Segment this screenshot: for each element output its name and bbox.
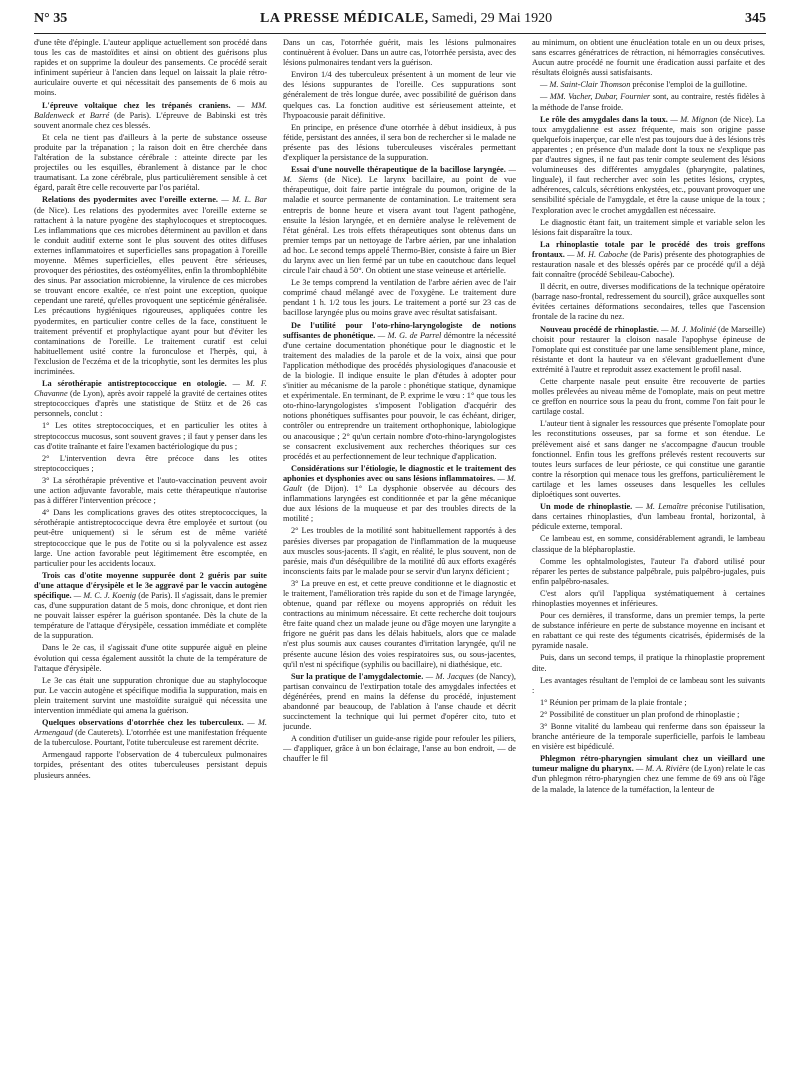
article-title: Relations des pyodermites avec l'oreille externe.	[42, 195, 222, 205]
article-title: De l'utilité pour l'oto-rhino-laryngologiste de notions suffisantes de phonétique.	[283, 320, 516, 340]
header-rule	[34, 33, 766, 34]
paragraph: Pour ces dernières, il transforme, dans un premier temps, la perte de substance inférieure en perte de substance moyenne en incisant et en rabattant ce qui reste des téguments cicatrisés, épidermisés de la pyramide nasale.	[532, 611, 765, 651]
paragraph: Le 3e temps comprend la ventilation de l'arbre aérien avec de l'air comprimé chaud mélangé avec de l'oxygène. Le traitement dure pendant 1 h. 1/2 tous les jours. Le traitement a porté sur 23 cas de bacillose laryngée plus ou moins grave avec résultat satisfaisant.	[283, 278, 516, 318]
page-number: 345	[744, 11, 766, 26]
article-title: Considérations sur l'étiologie, le diagnostic et le traitement des aphonies et dysphonies avec ou sans lésions inflammatoires.	[283, 463, 516, 483]
article-author: — M. Jacques	[425, 671, 474, 681]
text-columns	[34, 38, 766, 1078]
article-text: (de Cauterets). L'otorrhée est une manifestation fréquente de la tuberculose. Pourtant, l'otite tuberculeuse est rarement décrite.	[34, 728, 267, 748]
paragraph: Le diagnostic étant fait, un traitement simple et variable selon les lésions fait disparaître la toux.	[532, 217, 765, 237]
column-middle	[283, 38, 516, 1078]
article-text: (de Nice). Les relations des pyodermites avec l'oreille externe se rattachent à la nature pyogène des staphylocoques et streptocoques. Les inflammations que ces microbes déterminent au pavillon et dans le conduit auditif externe sont le plus souvent des otites diffuses externes inflammatoires et superficielles sans propagation à l'oreille moyenne. Mêmes superficielles, elles peuvent être sérieuses, provoquer des périostites, des ostéomyélites, enfin la thrombophlébite des sinus. Par association microbienne, la virulence de ces microbes se trouvant encore exaltée, ce n'est point une exception, quoique cependant une rareté, qu'elles provoquent une septicémie généralisée. Les précautions hygiéniques rigoureuses, appliquées contre les pyodermites, en particulier contre celles de la face, constituent le traitement préventif et prophylactique ayant pour but d'éviter les contaminations de l'oreille. Le traitement curatif est celui habituellement usité contre la furonculose et l'herpès, qui, à l'exclusion de l'eczéma et de la tricophytie, sont les dermites les plus incriminées.	[34, 205, 267, 376]
paragraph: Dans le 2e cas, il s'agissait d'une otite suppurée aiguë en pleine évolution qui cessa également aussitôt la chute de la température de l'attaque d'érysipèle.	[34, 643, 267, 673]
article-author: — M. J. Molinié	[661, 324, 716, 334]
article-text: (de Lyon), après avoir rappelé la gravité de certaines otites streptococciques d'après une statistique de Stütz et de 26 cas personnels, conclut :	[34, 389, 267, 419]
paragraph: d'une tête d'épingle. L'auteur applique actuellement son procédé dans tous les cas de mastoïdites et ainsi on obtient des guérisons plus rapides et on supprime la douleur des pansements. Ce procédé serait infiniment supérieur à l'ancien dans lequel on laissait la plaie rétro-auriculaire ouverte et qui nécessitait des pansements de 6 mois au moins.	[34, 38, 267, 98]
article-title: La rhinoplastie totale par le procédé des trois greffons frontaux.	[532, 239, 765, 259]
paragraph: Cette charpente nasale peut ensuite être recouverte de parties molles prélevées au niveau même de l'omoplate, mais on peut mettre ce greffon en nourrice sous la peau du front, comme l'on fait pour le cartilage costal.	[532, 377, 765, 417]
journal-name: LA PRESSE MÉDICALE	[260, 11, 425, 26]
paragraph: 2° Les troubles de la motilité sont habituellement rapportés à des parésies diverses par propagation de l'inflammation de la muqueuse aux muscles sous-jacents. Il s'agit, en réalité, le plus souvent, non de parésie, mais d'un déséquilibre de la motilité dû aux efforts exagérés inconscients faits par le malade pour se servir d'un larynx déficient ;	[283, 526, 516, 576]
paragraph: 4° Dans les complications graves des otites streptococciques, la sérothérapie antistreptococcique devra être employée et surtout (ou peut-être uniquement) si le sérum est de même variété streptococcique que le pus de l'otite ou si la polyvalence est assez large. Une action favorable peut légitimement être escomptée, en particulier pour les accidents locaux.	[34, 508, 267, 568]
article-entry	[283, 672, 516, 733]
paragraph: Les avantages résultant de l'emploi de ce lambeau sont les suivants :	[532, 675, 765, 695]
article-author: — M. A. Rivière	[635, 764, 690, 774]
article-entry	[34, 718, 267, 748]
paragraph: En principe, en présence d'une otorrhée à début insidieux, à pus fétide, persistant des années, il sera bon de rechercher si le malade ne présente pas des lésions tuberculeuses viscérales permettant d'expliquer la persistance de la suppuration.	[283, 122, 516, 163]
article-text: (de Paris). L'épreuve de Babinski est très souvent anormale chez ces blessés.	[34, 110, 267, 130]
paragraph: Et cela ne tient pas d'ailleurs à la perte de substance osseuse produite par la trépanation ; la raison doit en être cherchée dans l'altération de la substance cérébrale : atteinte directe par les projectiles ou les esquilles, ébranlement à distance par le choc traumatisant. La zone cérébrale, plus particulièrement sensible à cet égard, paraît être celle recouverte par l'os pariétal.	[34, 132, 267, 193]
paragraph: 2° L'intervention devra être précoce dans les otites streptococciques ;	[34, 453, 267, 473]
article-text: (de Nice). Le larynx bacillaire, au point de vue thérapeutique, doit faire partie intégrale du poumon, origine de la maladie et source permanente de contamination. Le traitement sera entrepris de bonne heure et visera avant tout l'agent pathogène, ensuite la lésion laryngée, et en dernière analyse le relèvement de l'état général. Les trois effets thérapeutiques sont obtenus dans un premier temps par un nettoyage de l'arbre aérien, par une inhalation ad hoc. Le second temps appelé Thermo-Bier, consiste à faire un Bier du larynx avec un lien fermé par un tube en caoutchouc dans lequel circule l'air chaud à 50°. On obtient une stase veineuse et artérielle.	[283, 175, 516, 276]
article-entry	[532, 325, 765, 375]
running-header	[34, 8, 766, 30]
article-entry	[283, 464, 516, 525]
article-text: (de Paris). Il s'agissait, dans le premier cas, d'une suppuration datant de 5 mois, donc chronique, et dont rien ne pouvait laisser espérer la guérison spontanée. Dès la chute de la température de l'attaque d'érysipèle, cessation immédiate et complète de la suppuration.	[34, 590, 267, 641]
paragraph: L'auteur tient à signaler les ressources que présente l'omoplate pour les reconstitutions osseuses, par sa forme et son étendue. Le prélèvement aisé et sans danger ne s'accompagne d'aucun trouble fonctionnel. Enfin tous les greffons prélevés restent recouverts sur toutes leurs surfaces de leur périoste, ce qui constitue une garantie contre la résorption qui menace tous les greffons, particulièrement le cartilage et les lames osseuses dans lesquelles les cellules diploétiques sont ouvertes.	[532, 419, 765, 500]
article-author: — M. H. Caboche	[567, 249, 628, 259]
paragraph: au minimum, on obtient une énucléation totale en un ou deux prises, sans escarres génératrices de rétraction, ni hémorragies consécutives. Aucun autre procédé ne fournit une éradication aussi parfaite et des résultats éloignés aussi satisfaisants.	[532, 38, 765, 78]
article-author: — M. Lemaître	[635, 502, 688, 512]
paragraph: Le 3e cas était une suppuration chronique due au staphylocoque pur. Le vaccin autogène et spécifique modifia la suppuration, mais en plein traitement survint une mastoïdite suraiguë qui nécessita une intervention immédiate qui amena la guérison.	[34, 675, 267, 715]
paragraph: Puis, dans un second temps, il pratique la rhinoplastie proprement dite.	[532, 653, 765, 673]
article-title: Essai d'une nouvelle thérapeutique de la bacillose laryngée.	[291, 165, 509, 175]
article-title: L'épreuve voltaïque chez les trépanés craniens.	[42, 100, 238, 110]
article-entry	[532, 80, 765, 90]
journal-title: LA PRESSE MÉDICALE, Samedi, 29 Mai 1920	[260, 11, 553, 26]
article-text: préconise l'utilisation, dans certaines rhinoplasties, d'un lambeau frontal, horizontal, à pédicule externe, temporal.	[532, 502, 765, 532]
article-text: sont, au contraire, restés fidèles à la méthode de l'anse froide.	[532, 92, 765, 112]
issue-number: N° 35	[34, 11, 68, 26]
article-text: préconise l'emploi de la guillotine.	[630, 80, 748, 90]
article-title: Sur la pratique de l'amygdalectomie.	[291, 671, 426, 681]
article-text: (de Marseille) choisit pour restaurer la cloison nasale l'apophyse épineuse de l'omoplate qui est constituée par une lame sensiblement plane, mince, résistante et dont la hauteur va en s'élevant graduellement d'une extrémité à l'autre et reproduit assez exactement le profil nasal.	[532, 324, 765, 374]
article-entry	[283, 165, 516, 276]
article-title: Quelques observations d'otorrhée chez les tuberculeux.	[42, 718, 248, 728]
article-entry	[532, 115, 765, 216]
article-author: — M. Armengaud	[34, 718, 267, 738]
article-text: démontre la nécessité d'une certaine documentation phonétique pour le diagnostic et le traitement des maladies de la parole et de la voix, ainsi que pour l'application méthodique des procédés physiologiques d'anacousie et de la biologie. Il indique ensuite le plan d'études à adopter pour s'initier au mécanisme de la parole : phonétique statique, dynamique et expérimentale. En terminant, de P. exprime le vœu : 1° que tous les oto-rhino-laryngologistes s'imposent l'obligation d'acquérir des notions phonétiques suffisantes pour pouvoir, le cas échéant, diriger, contrôler ou entreprendre un traitement orthophonique, labiologique ou anacousique ; 2° qu'un certain nombre d'oto-rhino-laryngologistes se consacrent exclusivement aux recherches théoriques sur ces procédés et au perfectionnement de leur technique d'application.	[283, 330, 516, 461]
article-author: — M. F. Chavanne	[34, 379, 267, 399]
article-text: (de Lyon) relate le cas d'un phlegmon rétro-pharyngien chez une femme de 69 ans où l'âge de la malade, la latence de la tuméfaction, la lenteur de	[532, 764, 765, 794]
paragraph: Armengaud rapporte l'observation de 4 tuberculeux pulmonaires torpides, présentant des otites tuberculeuses persistant depuis plusieurs années.	[34, 750, 267, 780]
article-author: — MM. Baldenweck et Barré	[34, 100, 267, 120]
paragraph: Environ 1/4 des tuberculeux présentent à un moment de leur vie des lésions suppurantes de l'oreille. Ces suppurations sont généralement de très longue durée, avec possibilité de guérison dans quelques cas. La fonction auditive est sérieusement atteinte, et l'hypoacousie parait définitive.	[283, 70, 516, 120]
paragraph: Dans un cas, l'otorrhée guérit, mais les lésions pulmonaires continuèrent à évoluer. Dans un autre cas, l'otorrhée persista, avec des lésions pulmonaires tendant vers la guérison.	[283, 38, 516, 68]
paragraph: 3° La sérothérapie préventive et l'auto-vaccination peuvent avoir une action adjuvante favorable, mais cette thérapeutique n'autorise pas à différer l'intervention précoce ;	[34, 475, 267, 506]
article-entry	[532, 502, 765, 532]
paragraph: Comme les ophtalmologistes, l'auteur l'a d'abord utilisé pour réparer les pertes de substance palpébrale, puis palpébro-jugales, puis enfin palpébro-nasales.	[532, 556, 765, 586]
article-author: — M. Siems	[283, 165, 516, 185]
article-entry	[34, 101, 267, 131]
article-text: (de Paris) présente des photographies de restauration nasale et des blessés opérés par ce procédé qu'il a déjà fait connaître (procédé Sebileau-Caboche).	[532, 249, 765, 280]
article-title: Le rôle des amygdales dans la toux.	[540, 114, 671, 124]
article-title: Un mode de rhinoplastie.	[540, 502, 636, 512]
article-entry	[34, 195, 267, 377]
article-author: — M. G. de Parrel	[377, 330, 442, 340]
article-author: — M. L. Bar	[221, 195, 267, 205]
article-entry	[34, 571, 267, 642]
article-entry	[34, 379, 267, 419]
article-title: La sérothérapie antistreptococcique en otologie.	[42, 379, 233, 389]
article-title: Phlegmon rétro-pharyngien simulant chez un vieillard une tumeur maligne du pharynx.	[532, 754, 765, 774]
article-entry	[532, 92, 765, 112]
article-text: (de Nancy), partisan convaincu de l'extirpation totale des amygdales infectées et dégénérées, prend en mains la défense du procédé, injustement abandonné par beaucoup, de l'ablation à l'anse chaude et décrit succinctement la technique qui lui permet d'opérer cito, tuto et jucunde.	[283, 671, 516, 732]
paragraph: 2° Possibilité de constituer un plan profond de rhinoplastie ;	[540, 709, 740, 719]
article-author: — MM. Vacher, Dubar, Fournier	[540, 92, 651, 102]
paragraph: 1° Les otites streptococciques, et en particulier les otites à streptococcus mucosus, sont souvent graves ; il faut y penser dans les cas d'otite traînante et faire l'examen bactériologique du pus ;	[34, 421, 267, 451]
issue-date: Samedi, 29 Mai 1920	[431, 11, 553, 26]
article-author: — M. Saint-Clair Thomson	[540, 80, 631, 90]
paragraph: 3° Bonne vitalité du lambeau qui renferme dans son épaisseur la branche antérieure de la temporale superficielle, parfois le lambeau en visière est bipédiculé.	[532, 722, 765, 752]
paragraph: C'est alors qu'il l'appliqua systématiquement à certaines rhinoplasties moyennes et inférieures.	[532, 588, 765, 608]
paragraph: Ce lambeau est, en somme, considérablement agrandi, le lambeau classique de la blépharoplastie.	[532, 534, 765, 554]
article-text: (de Dijon). 1° La dysphonie observée au décours des inflammations laryngées est conditionnée et par la gêne mécanique due aux lésions de la muqueuse et par des troubles directs de la motilité ;	[283, 484, 516, 524]
article-text: (de Nice). La toux amygdalienne est assez fréquente, mais son origine passe quelquefois inaperçue, car elle n'est pas toujours due à des lésions très apparentes ; en présence d'un malade dont la toux ne s'explique pas par d'autres signes, il ne faut pas tenir compte seulement des lésions volumineuses des différentes amygdales (pharyngite, palatines, linguale), il faut rechercher avec soin les petites lésions, cryptes, adhérences, calculs, sécrétions enkystées, etc., pouvant provoquer une sensibilité spéciale de l'amygdale, et être la cause unique de la toux ; l'exploration avec le crochet amygdallen est nécessaire.	[532, 114, 765, 215]
paragraph: A condition d'utiliser un guide-anse rigide pour refouler les piliers, — d'appliquer, grâce à un bon éclairage, l'anse au bon endroit, — de chauffer le fil	[283, 734, 516, 764]
article-entry	[532, 754, 765, 794]
column-right	[532, 38, 765, 1078]
paragraph: 3° La preuve en est, et cette preuve conditionne et le diagnostic et le traitement, l'amélioration très rapide du son et de l'image laryngée, obtenue, quand par réflexe ou moyens appropriés on réduit les contractions au minimum nécessaire. Et cette recherche doit toujours être faite quand chez un malade jeune ou d'âge moyen une laryngite a frigore ne guérit pas dans les délais habituels, alors que ce malade n'est plus soumis aux causes courantes d'irritation laryngée, qu'il ne présente aucune lésion des voies respiratoires sus, ou sous-jacentes, qu'il n'est ni spécifique (syphilis ou bacillaire), ni diathésique, etc.	[283, 578, 516, 669]
article-author: — M. C. J. Koenig	[73, 590, 137, 600]
article-entry	[532, 240, 765, 280]
paragraph: Il décrit, en outre, diverses modifications de la technique opératoire (barrage naso-frontal, redressement du sourcil), grâce auxquelles sont évitées certaines déformations secondaires, telles que l'ascension frontale de la racine du nez.	[532, 282, 765, 322]
column-left	[34, 38, 267, 1078]
paragraph: 1° Réunion per primam de la plaie frontale ;	[540, 697, 687, 707]
article-entry	[283, 321, 516, 462]
article-title: Nouveau procédé de rhinoplastie.	[540, 324, 662, 334]
article-author: — M. Gault	[283, 473, 516, 494]
article-author: — M. Mignon	[670, 114, 718, 124]
article-title: Trois cas d'otite moyenne suppurée dont 2 guéris par suite d'une attaque d'érysipèle et le 3e aggravé par le vaccin autogène spécifique.	[34, 570, 267, 600]
